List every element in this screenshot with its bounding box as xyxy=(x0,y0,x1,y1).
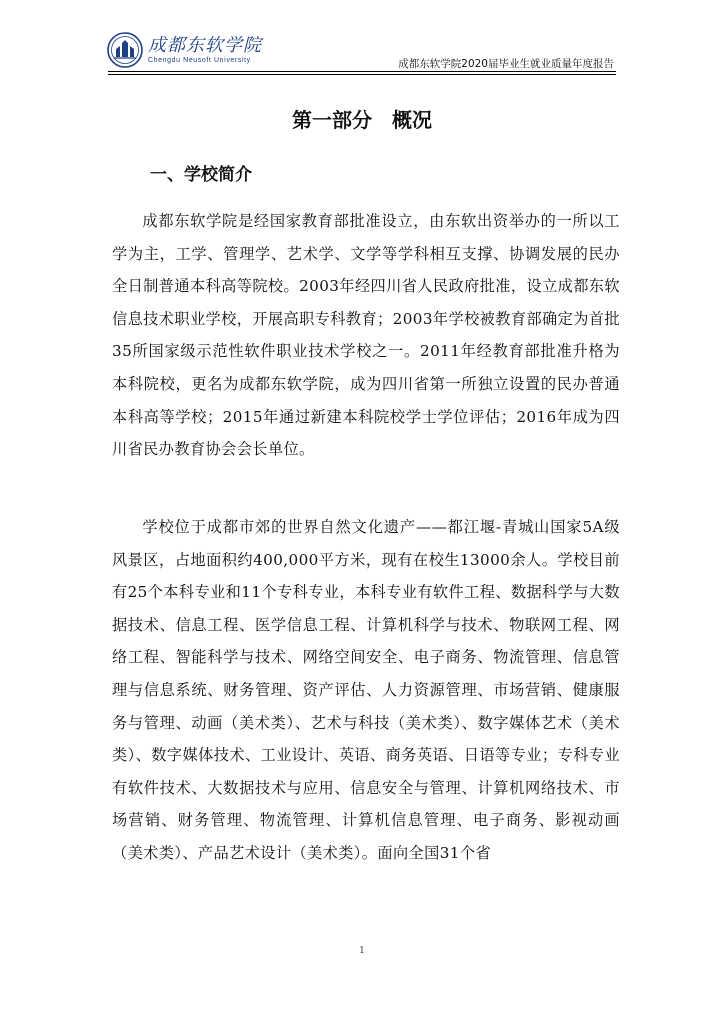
paragraph-school-history: 成都东软学院是经国家教育部批准设立，由东软出资举办的一所以工学为主，工学、管理学、艺术学、文学等学科相互支撑、协调发展的民办全日制普通本科高等院校。2003年经四川省人民政府批准，设立成都东软信息技术职业学校，开展高职专科教育；2003年学校被教育部确定为首批35所国家级示范性软件职业技术学校之一。2011年经教育部批准升格为本科院校，更名为成都东软学院，成为四川省第一所独立设置的民办普通本科高等学校；2015年通过新建本科院校学士学位评估；2016年成为四川省民办教育协会会长单位。 xyxy=(112,212,620,459)
logo-english-name: Chengdu Neusoft University xyxy=(148,56,251,64)
header-divider-thin xyxy=(108,74,616,75)
page-number: 1 xyxy=(359,946,365,956)
chapter-title: 第一部分 概况 xyxy=(292,108,432,132)
paragraph-school-location-majors: 学校位于成都市郊的世界自然文化遗产——都江堰-青城山国家5A级风景区，占地面积约400,000平方米，现有在校生13000余人。学校目前有25个本科专业和11个专科专业，本科专业有软件工程、数据科学与大数据技术、信息工程、医学信息工程、计算机科学与技术、物联网工程、网络工程、智能科学与技术、网络空间安全、电子商务、物流管理、信息管理与信息系统、财务管理、资产评估、人力资源管理、市场营销、健康服务与管理、动画（美术类）、艺术与科技（美术类）、数字媒体艺术（美术类）、数字媒体技术、工业设计、英语、商务英语、日语等专业；专科专业有软件技术、大数据技术与应用、信息安全与管理、计算机网络技术、市场营销、财务管理、物流管理、计算机信息管理、电子商务、影视动画（美术类）、产品艺术设计（美术类）。面向全国31个省 xyxy=(112,518,620,862)
report-header-title: 成都东软学院2020届毕业生就业质量年度报告 xyxy=(398,58,614,70)
header-divider xyxy=(108,71,616,72)
university-emblem-icon xyxy=(106,31,144,69)
university-logo xyxy=(106,30,262,70)
logo-chinese-name: 成都东软学院 xyxy=(148,34,262,56)
section-title: 一、学校简介 xyxy=(150,165,252,185)
